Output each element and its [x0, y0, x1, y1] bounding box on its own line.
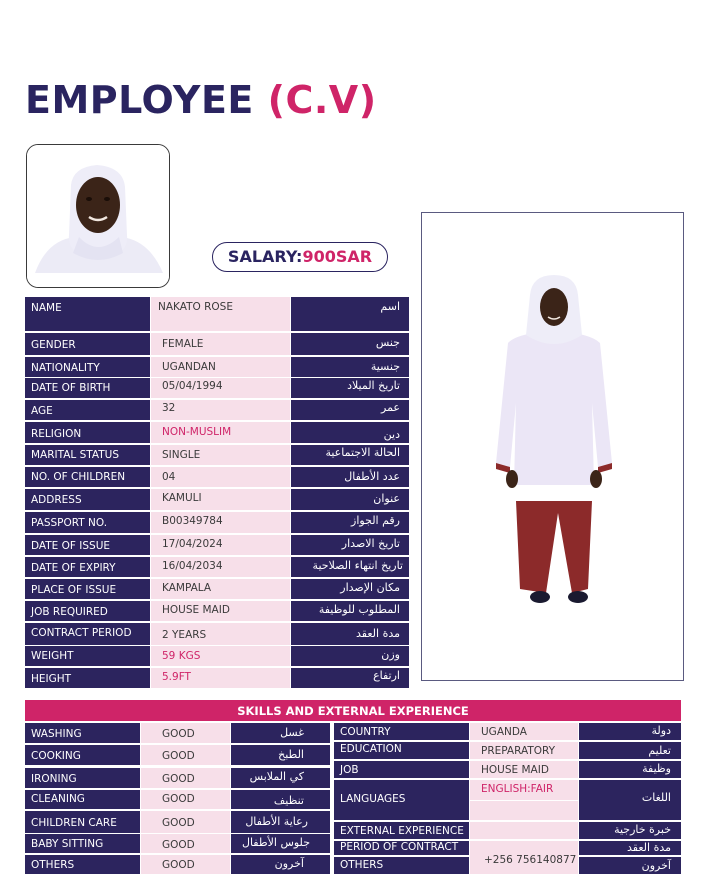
- value-height: 5.9FT: [151, 668, 290, 688]
- exp-value-languages: ENGLISH:FAIR: [470, 780, 578, 800]
- exp-value-others: +256 756140877: [470, 852, 578, 874]
- exp-value-job: HOUSE MAID: [470, 761, 578, 778]
- skill-label-others: OTHERS: [25, 855, 140, 874]
- title-main: EMPLOYEE: [25, 78, 254, 122]
- exp-value-external-experience: [470, 822, 578, 839]
- value-date-of-birth: 05/04/1994: [151, 378, 290, 398]
- salary-amount: 900SAR: [302, 247, 373, 266]
- skill-arabic-washing: غسل: [231, 723, 330, 743]
- exp-label-country: COUNTRY: [334, 723, 469, 740]
- arabic-height: ارتفاع: [291, 668, 409, 688]
- exp-arabic-period-of-contract: مدة العقد: [579, 841, 681, 855]
- exp-label-education: EDUCATION: [334, 742, 469, 759]
- exp-label-others: OTHERS: [334, 857, 469, 874]
- label-religion: RELIGION: [25, 422, 150, 443]
- exp-arabic-external-experience: خبرة خارجية: [579, 822, 681, 839]
- value-marital-status: SINGLE: [151, 445, 290, 465]
- value-age: 32: [151, 400, 290, 420]
- arabic-passport: رقم الجواز: [291, 512, 409, 533]
- label-name: NAME: [25, 297, 150, 331]
- exp-arabic-country: دولة: [579, 723, 681, 740]
- exp-arabic-languages: اللغات: [579, 780, 681, 820]
- skill-label-washing: WASHING: [25, 723, 140, 743]
- label-nationality: NATIONALITY: [25, 357, 150, 377]
- label-contract-period: CONTRACT PERIOD: [25, 623, 150, 645]
- skill-arabic-baby-sitting: جلوس الأطفال: [231, 834, 330, 853]
- arabic-date-of-birth: تاريخ الميلاد: [291, 378, 409, 398]
- salary-label: SALARY:: [227, 247, 303, 266]
- value-gender: FEMALE: [151, 333, 290, 355]
- arabic-contract-period: مدة العقد: [291, 623, 409, 645]
- skill-value-cleaning: GOOD: [141, 790, 230, 809]
- skill-label-children-care: CHILDREN CARE: [25, 811, 140, 833]
- arabic-date-of-expiry: تاريخ انتهاء الصلاحية: [291, 557, 409, 577]
- skill-label-cooking: COOKING: [25, 745, 140, 765]
- skill-value-ironing: GOOD: [141, 768, 230, 788]
- exp-label-job: JOB: [334, 761, 469, 778]
- label-date-of-issue: DATE OF ISSUE: [25, 535, 150, 555]
- arabic-age: عمر: [291, 400, 409, 420]
- value-date-of-issue: 17/04/2024: [151, 535, 290, 555]
- arabic-place-of-issue: مكان الإصدار: [291, 579, 409, 599]
- salary-badge: [212, 242, 388, 272]
- value-children: 04: [151, 467, 290, 487]
- skill-value-cooking: GOOD: [141, 745, 230, 765]
- arabic-weight: وزن: [291, 646, 409, 666]
- label-weight: WEIGHT: [25, 646, 150, 666]
- exp-arabic-education: تعليم: [579, 742, 681, 759]
- label-age: AGE: [25, 400, 150, 420]
- arabic-gender: جنس: [291, 333, 409, 355]
- label-job-required: JOB REQUIRED: [25, 601, 150, 621]
- value-weight: 59 KGS: [151, 646, 290, 666]
- skill-arabic-others: آخرون: [231, 855, 330, 874]
- exp-value-education: PREPARATORY: [470, 742, 578, 759]
- arabic-job-required: المطلوب للوظيفة: [291, 601, 409, 621]
- exp-value-languages-extra: [470, 801, 578, 820]
- page-title: [25, 76, 377, 124]
- label-place-of-issue: PLACE OF ISSUE: [25, 579, 150, 599]
- exp-label-period-of-contract: PERIOD OF CONTRACT: [334, 841, 469, 855]
- value-name: NAKATO ROSE: [151, 297, 290, 331]
- skill-value-baby-sitting: GOOD: [141, 834, 230, 853]
- arabic-children: عدد الأطفال: [291, 467, 409, 487]
- skill-value-others: GOOD: [141, 855, 230, 874]
- skill-arabic-cleaning: تنظيف: [231, 790, 330, 809]
- label-passport: PASSPORT NO.: [25, 512, 150, 533]
- skill-label-ironing: IRONING: [25, 768, 140, 788]
- skill-arabic-cooking: الطبخ: [231, 745, 330, 765]
- label-children: NO. OF CHILDREN: [25, 467, 150, 487]
- value-address: KAMULI: [151, 489, 290, 510]
- value-passport: B00349784: [151, 512, 290, 533]
- portrait-photo-icon: [27, 145, 169, 287]
- label-marital-status: MARITAL STATUS: [25, 445, 150, 465]
- skill-value-washing: GOOD: [141, 723, 230, 743]
- value-nationality: UGANDAN: [151, 357, 290, 377]
- skill-label-baby-sitting: BABY SITTING: [25, 834, 140, 853]
- label-date-of-birth: DATE OF BIRTH: [25, 378, 150, 398]
- value-contract-period: 2 YEARS: [151, 623, 290, 645]
- exp-label-languages: LANGUAGES: [334, 780, 469, 820]
- arabic-name: اسم: [291, 297, 409, 331]
- skill-label-cleaning: CLEANING: [25, 790, 140, 809]
- value-date-of-expiry: 16/04/2034: [151, 557, 290, 577]
- value-job-required: HOUSE MAID: [151, 601, 290, 621]
- headshot-photo: [26, 144, 170, 288]
- arabic-nationality: جنسية: [291, 357, 409, 377]
- value-religion: NON-MUSLIM: [151, 422, 290, 443]
- arabic-marital-status: الحالة الاجتماعية: [291, 445, 409, 465]
- exp-value-country: UGANDA: [470, 723, 578, 740]
- arabic-address: عنوان: [291, 489, 409, 510]
- label-address: ADDRESS: [25, 489, 150, 510]
- skill-arabic-ironing: كي الملابس: [231, 768, 330, 788]
- label-gender: GENDER: [25, 333, 150, 355]
- exp-arabic-job: وظيفة: [579, 761, 681, 778]
- title-accent: (C.V): [267, 78, 377, 122]
- exp-label-external-experience: EXTERNAL EXPERIENCE: [334, 822, 469, 839]
- skills-section-header: SKILLS AND EXTERNAL EXPERIENCE: [25, 700, 681, 721]
- value-place-of-issue: KAMPALA: [151, 579, 290, 599]
- skill-value-children-care: GOOD: [141, 811, 230, 833]
- skill-arabic-children-care: رعاية الأطفال: [231, 811, 330, 833]
- full-body-photo-icon: [422, 213, 684, 681]
- full-body-photo: [421, 212, 684, 681]
- label-height: HEIGHT: [25, 668, 150, 688]
- label-date-of-expiry: DATE OF EXPIRY: [25, 557, 150, 577]
- exp-arabic-others: آخرون: [579, 857, 681, 874]
- arabic-religion: دين: [291, 422, 409, 443]
- arabic-date-of-issue: تاريخ الاصدار: [291, 535, 409, 555]
